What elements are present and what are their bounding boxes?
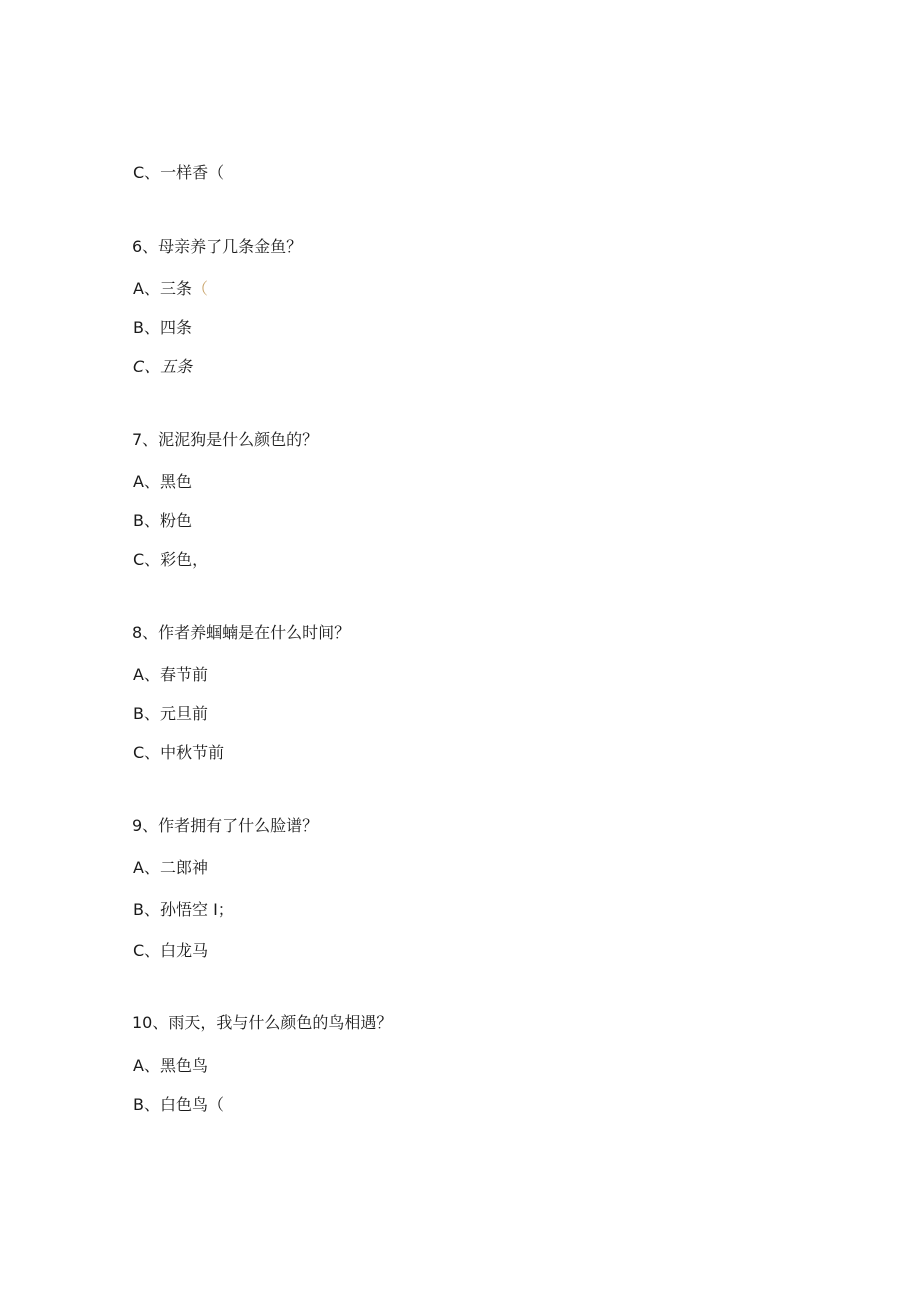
question-7: 7、泥泥狗是什么颜色的？ (132, 430, 319, 449)
option-10a: A、黑色鸟 (133, 1056, 208, 1075)
question-6: 6、母亲养了几条金鱼？ (132, 237, 303, 256)
option-10b: B、白色鸟（ (133, 1095, 224, 1114)
option-8c: C、中秋节前 (133, 743, 225, 762)
option-9c: C、白龙马 (133, 941, 209, 960)
option-7b: B、粉色 (133, 511, 192, 530)
question-9: 9、作者拥有了什么脸谱？ (132, 816, 319, 835)
option-6a-text: A、三条 (133, 279, 192, 298)
option-7c: C、彩色， (133, 550, 209, 569)
option-8b: B、元旦前 (133, 704, 208, 723)
option-9a: A、二郎神 (133, 858, 208, 877)
option-9b: B、孙悟空 I； (133, 900, 234, 919)
question-10: 10、雨天，我与什么颜色的鸟相遇？ (132, 1013, 393, 1032)
option-6c: C、五条 (133, 357, 193, 376)
option-6a-paren: （ (191, 279, 208, 298)
question-8: 8、作者养蝈蝻是在什么时间？ (132, 623, 351, 642)
option-5c: C、一样香（ (133, 163, 225, 182)
option-7a: A、黑色 (133, 472, 192, 491)
option-8a: A、春节前 (133, 665, 208, 684)
option-6b: B、四条 (133, 318, 192, 337)
option-6a (133, 279, 208, 299)
